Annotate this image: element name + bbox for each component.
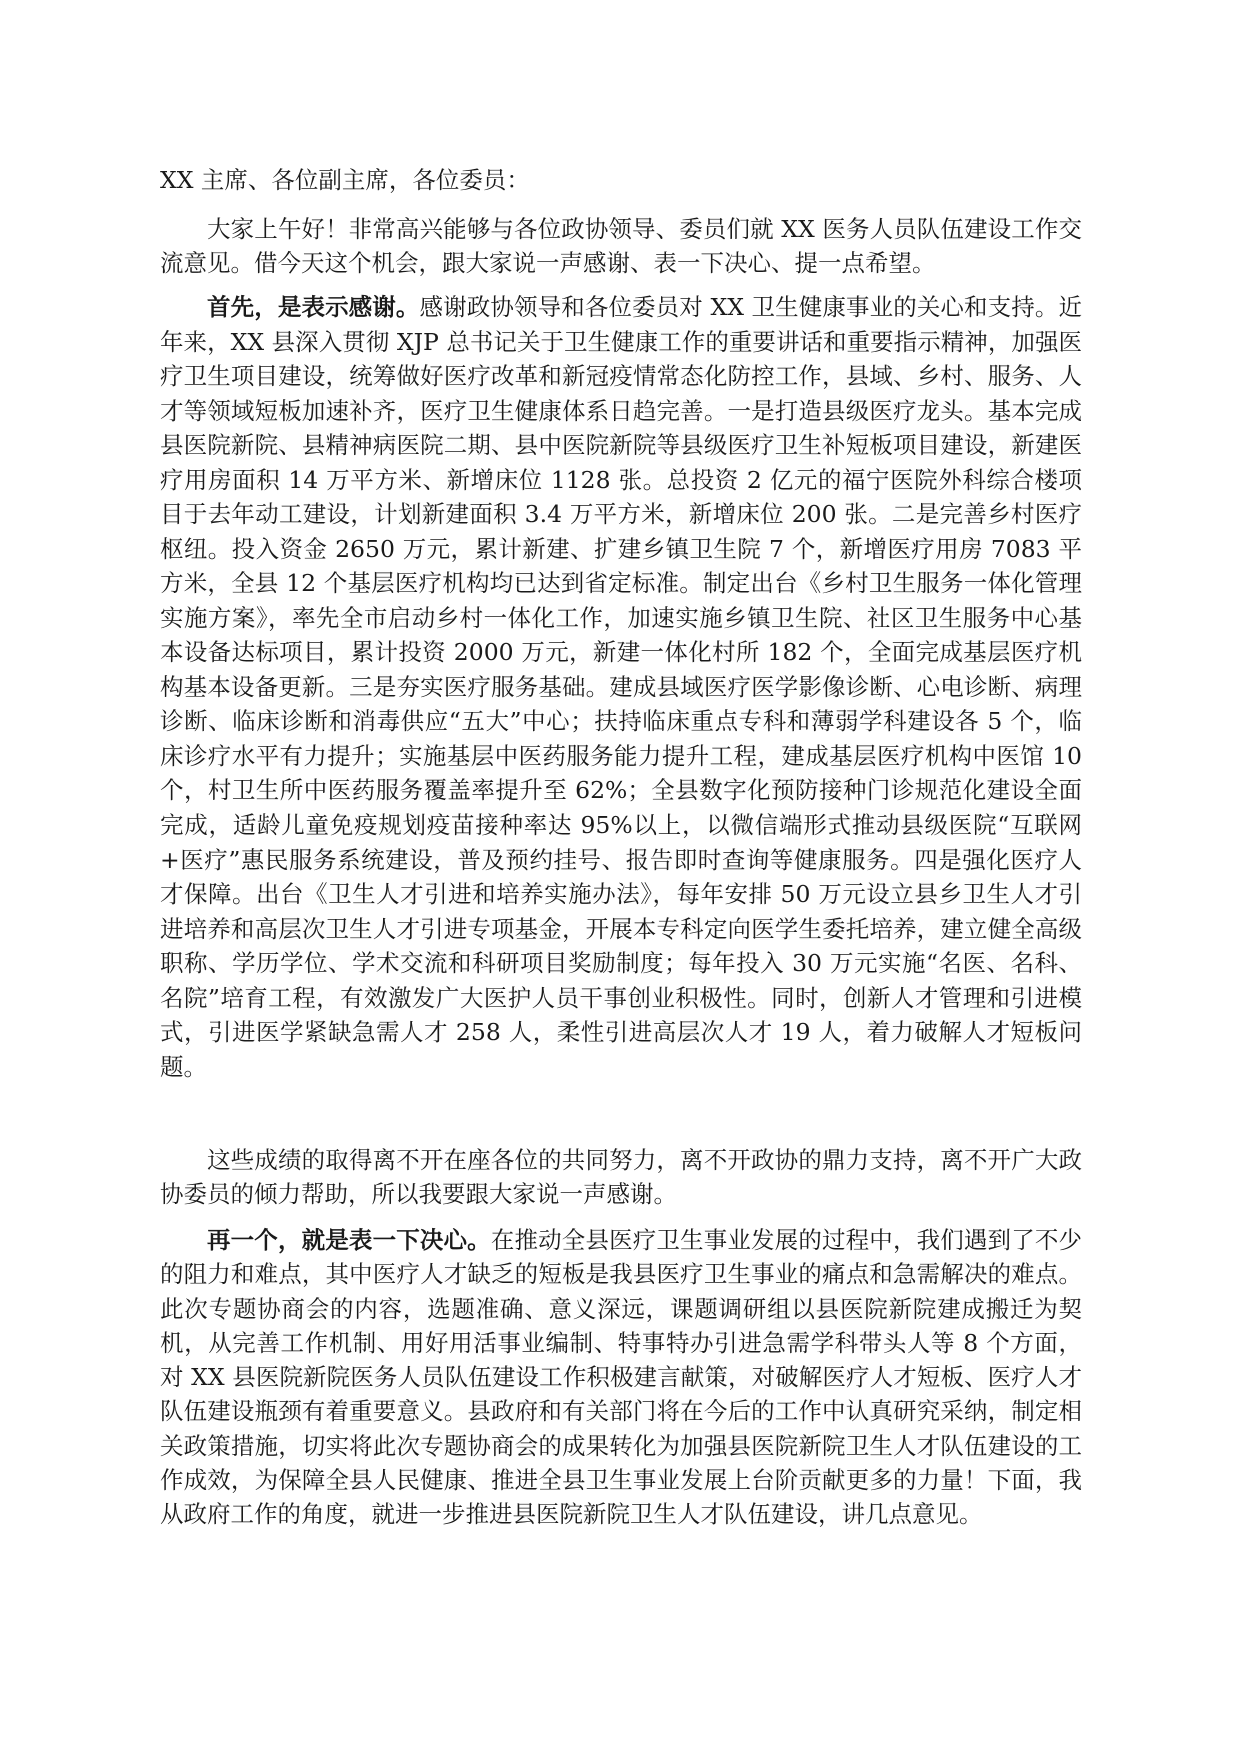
paragraph-resolve	[160, 1223, 1082, 1532]
paragraph-greeting	[160, 212, 1082, 280]
paragraph-body	[160, 1223, 1082, 1532]
paragraph-text: 这些成绩的取得离不开在座各位的共同努力，离不开政协的鼎力支持，离不开广大政协委员的倾力帮助，所以我要跟大家说一声感谢。	[160, 1146, 1082, 1209]
paragraph-text: 大家上午好！非常高兴能够与各位政协领导、委员们就 XX 医务人员队伍建设工作交流意见。借今天这个机会，跟大家说一声感谢、表一下决心、提一点希望。	[160, 215, 1082, 278]
paragraph-lead: 再一个，就是表一下决心。	[207, 1226, 491, 1254]
paragraph-thanks	[160, 290, 1082, 1084]
paragraph-text: 在推动全县医疗卫生事业发展的过程中，我们遇到了不少的阻力和难点，其中医疗人才缺乏的短板是我县医疗卫生事业的痛点和急需解决的难点。此次专题协商会的内容，选题准确、意义深远，课题调研组以县医院新院建成搬迁为契机，从完善工作机制、用好用活事业编制、特事特办引进急需学科带头人等 8 个方面，对 XX 县医院新院医务人员队伍建设工作积极建言献策，对破解医疗人才短板、医疗人才队伍建设瓶颈有着重要意义。县政府和有关部门将在今后的工作中认真研究采纳，制定相关政策措施，切实将此次专题协商会的成果转化为加强县医院新院卫生人才队伍建设的工作成效，为保障全县人民健康、推进全县卫生事业发展上台阶贡献更多的力量！下面，我从政府工作的角度，就进一步推进县医院新院卫生人才队伍建设，讲几点意见。	[160, 1226, 1083, 1529]
paragraph-lead: 首先，是表示感谢。	[207, 293, 420, 321]
paragraph-body	[160, 290, 1082, 1084]
paragraph-text: 感谢政协领导和各位委员对 XX 卫生健康事业的关心和支持。近年来，XX 县深入贯彻 XJP 总书记关于卫生健康工作的重要讲话和重要指示精神，加强医疗卫生项目建设，统筹做好医疗改革和新冠疫情常态化防控工作，县域、乡村、服务、人才等领域短板加速补齐，医疗卫生健康体系日趋完善。一是打造县级医疗龙头。基本完成县医院新院、县精神病医院二期、县中医院新院等县级医疗卫生补短板项目建设，新建医疗用房面积 14 万平方米、新增床位 1128 张。总投资 2 亿元的福宁医院外科综合楼项目于去年动工建设，计划新建面积 3.4 万平方米，新增床位 200 张。二是完善乡村医疗枢纽。投入资金 2650 万元，累计新建、扩建乡镇卫生院 7 个，新增医疗用房 7083 平方米，全县 12 个基层医疗机构均已达到省定标准。制定出台《乡村卫生服务一体化管理实施方案》，率先全市启动乡村一体化工作，加速实施乡镇卫生院、社区卫生服务中心基本设备达标项目，累计投资 2000 万元，新建一体化村所 182 个，全面完成基层医疗机构基本设备更新。三是夯实医疗服务基础。建成县域医疗医学影像诊断、心电诊断、病理诊断、临床诊断和消毒供应“五大”中心；扶持临床重点专科和薄弱学科建设各 5 个，临床诊疗水平有力提升；实施基层中医药服务能力提升工程，建成基层医疗机构中医馆 10 个，村卫生所中医药服务覆盖率提升至 62%；全县数字化预防接种门诊规范化建设全面完成，适龄儿童免疫规划疫苗接种率达 95%以上，以微信端形式推动县级医院“互联网+医疗”惠民服务系统建设，普及预约挂号、报告即时查询等健康服务。四是强化医疗人才保障。出台《卫生人才引进和培养实施办法》，每年安排 50 万元设立县乡卫生人才引进培养和高层次卫生人才引进专项基金，开展本专科定向医学生委托培养，建立健全高级职称、学历学位、学术交流和科研项目奖励制度；每年投入 30 万元实施“名医、名科、名院”培育工程，有效激发广大医护人员干事创业积极性。同时，创新人才管理和引进模式，引进医学紧缺急需人才 258 人，柔性引进高层次人才 19 人，着力破解人才短板问题。	[160, 293, 1083, 1081]
paragraph-gratitude	[160, 1143, 1082, 1211]
salutation: XX 主席、各位副主席，各位委员：	[160, 166, 530, 194]
